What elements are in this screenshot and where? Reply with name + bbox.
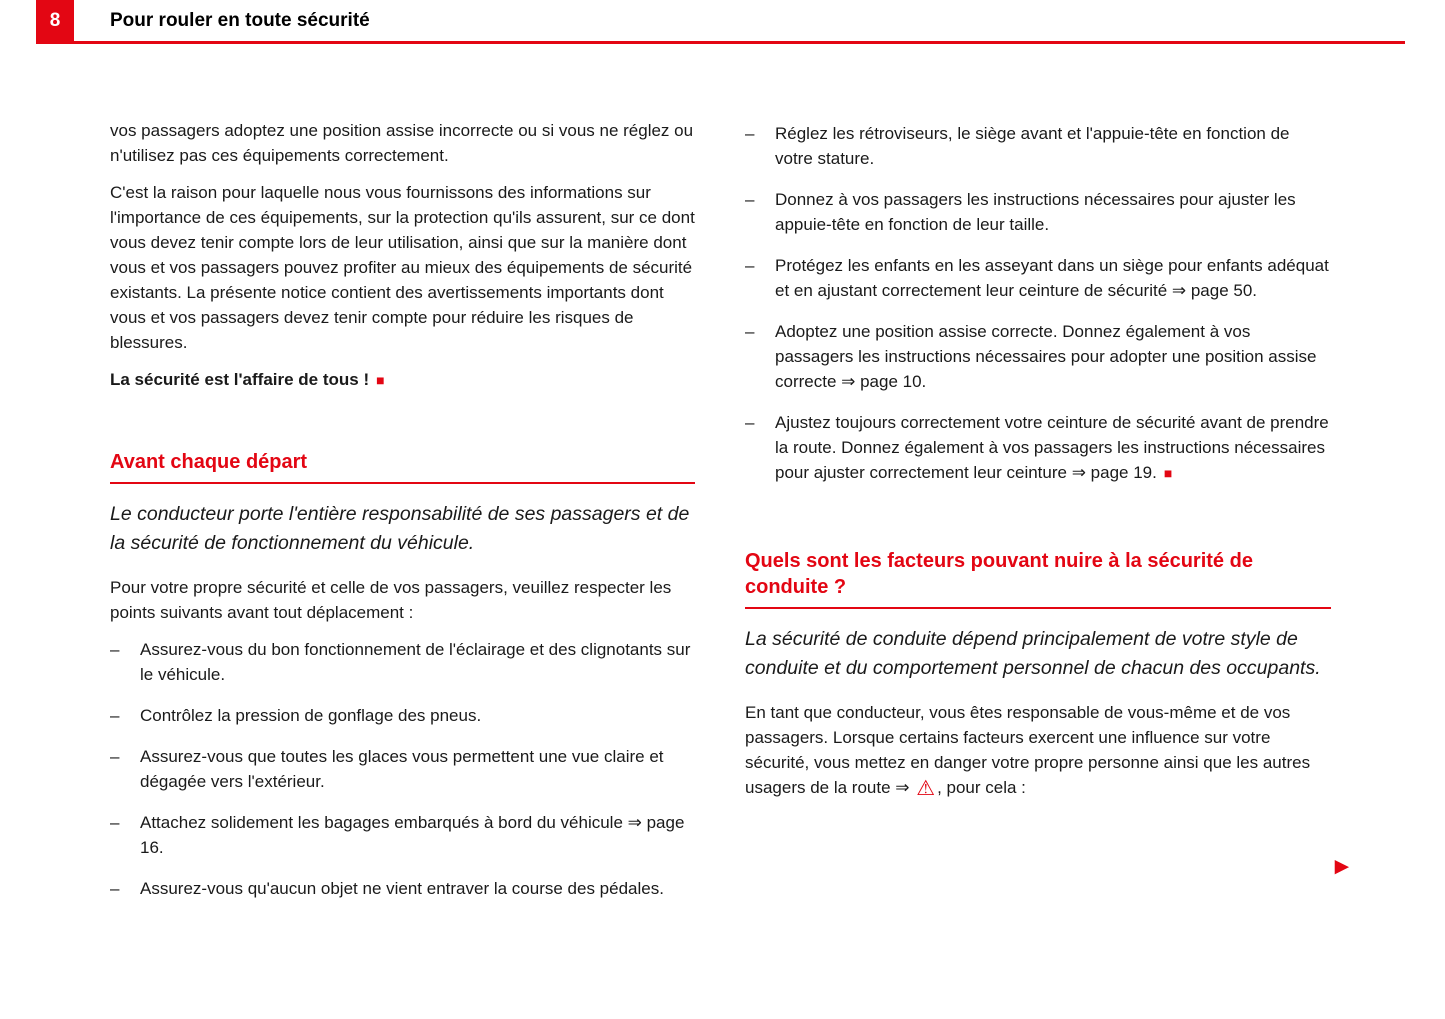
right-column [745, 118, 1331, 801]
section-heading: Quels sont les facteurs pouvant nuire à la sécurité de conduite ? [745, 548, 1331, 609]
list-dash: – [745, 413, 755, 432]
section-lead: Le conducteur porte l'entière responsabilité de ses passagers et de la sécurité de fonctionnement du véhicule. [110, 503, 690, 554]
list-dash: – [110, 879, 120, 898]
list-item [110, 810, 695, 860]
section-lead: La sécurité de conduite dépend principalement de votre style de conduite et du comportement personnel de chacun des occupants. [745, 628, 1321, 679]
list-dash: – [745, 256, 755, 275]
closing-text-before: En tant que conducteur, vous êtes responsable de vous-même et de vos passagers. Lorsque certains facteurs exercent une influence sur votre sécurité, vous mettez en danger votre propre personne ainsi que les autres usagers de la route ⇒ [745, 703, 1311, 797]
list-item [110, 744, 695, 794]
list-item-text: Réglez les rétroviseurs, le siège avant et l'appuie-tête en fonction de votre stature. [775, 124, 1290, 168]
list-item [110, 637, 695, 687]
section-end-icon: ■ [1163, 465, 1173, 481]
list-dash: – [110, 813, 120, 832]
list-item-text: Assurez-vous du bon fonctionnement de l'éclairage et des clignotants sur le véhicule. [140, 640, 691, 684]
bold-note-text: La sécurité est l'affaire de tous ! [110, 370, 370, 389]
list-item-text: Contrôlez la pression de gonflage des pneus. [140, 706, 482, 725]
list-dash: – [745, 190, 755, 209]
closing-text-after: , pour cela : [937, 778, 1026, 797]
list-item-text: Assurez-vous qu'aucun objet ne vient entraver la course des pédales. [140, 879, 664, 898]
list-item-text: Attachez solidement les bagages embarqués à bord du véhicule ⇒ page 16. [140, 813, 685, 857]
list-item [775, 410, 1331, 486]
paragraph [745, 700, 1331, 801]
list-item [110, 876, 695, 901]
list-item-text: Ajustez toujours correctement votre ceinture de sécurité avant de prendre la route. Donnez également à vos passagers les instructions nécessaires pour ajuster correctement leur ceinture ⇒ page 19. [775, 413, 1329, 482]
list-item-text: Donnez à vos passagers les instructions nécessaires pour ajuster les appuie-tête en fonction de leur taille. [775, 190, 1296, 234]
list-item [745, 410, 1331, 486]
section-end-icon: ■ [376, 372, 385, 388]
list-item [745, 187, 1331, 237]
header-rule [36, 41, 1405, 44]
list-item-text: Assurez-vous que toutes les glaces vous permettent une vue claire et dégagée vers l'extérieur. [140, 747, 664, 791]
pre-departure-checklist-continued [745, 121, 1331, 486]
list-item [745, 319, 1331, 394]
list-dash: – [745, 124, 755, 143]
page-number: 8 [49, 9, 61, 31]
bold-note [110, 367, 695, 393]
list-item-text: Adoptez une position assise correcte. Donnez également à vos passagers les instructions nécessaires pour adopter une position assise correcte ⇒ page 10. [775, 322, 1317, 391]
list-dash: – [110, 747, 120, 766]
paragraph: vos passagers adoptez une position assise incorrecte ou si vous ne réglez ou n'utilisez pas ces équipements correctement. [110, 121, 694, 165]
list-dash: – [110, 706, 120, 725]
page-number-badge [36, 0, 74, 41]
pre-departure-checklist [110, 637, 695, 901]
warning-triangle-icon: ⚠ [916, 777, 936, 800]
list-item [745, 121, 1331, 171]
paragraph: C'est la raison pour laquelle nous vous fournissons des informations sur l'importance de ces équipements, sur la protection qu'ils assurent, sur ce dont vous devez tenir compte lors de leur utilisation, ainsi que sur la manière dont vous et vos passagers pouvez profiter au mieux des équipements de sécurité existants. La présente notice contient des avertissements importants dont vous et vos passagers devez tenir compte pour réduire les risques de blessures. [110, 183, 695, 352]
list-item-text: Protégez les enfants en les asseyant dans un siège pour enfants adéquat et en ajustant correctement leur ceinture de sécurité ⇒ page 50. [775, 256, 1329, 300]
section-heading: Avant chaque départ [110, 449, 695, 484]
list-item [110, 703, 695, 728]
list-item [745, 253, 1331, 303]
paragraph: Pour votre propre sécurité et celle de vos passagers, veuillez respecter les points suivants avant tout déplacement : [110, 578, 672, 622]
list-dash: – [110, 640, 120, 659]
left-column [110, 118, 695, 917]
list-dash: – [745, 322, 755, 341]
chapter-title: Pour rouler en toute sécurité [110, 9, 370, 31]
page-continues-icon: ► [1330, 853, 1354, 880]
